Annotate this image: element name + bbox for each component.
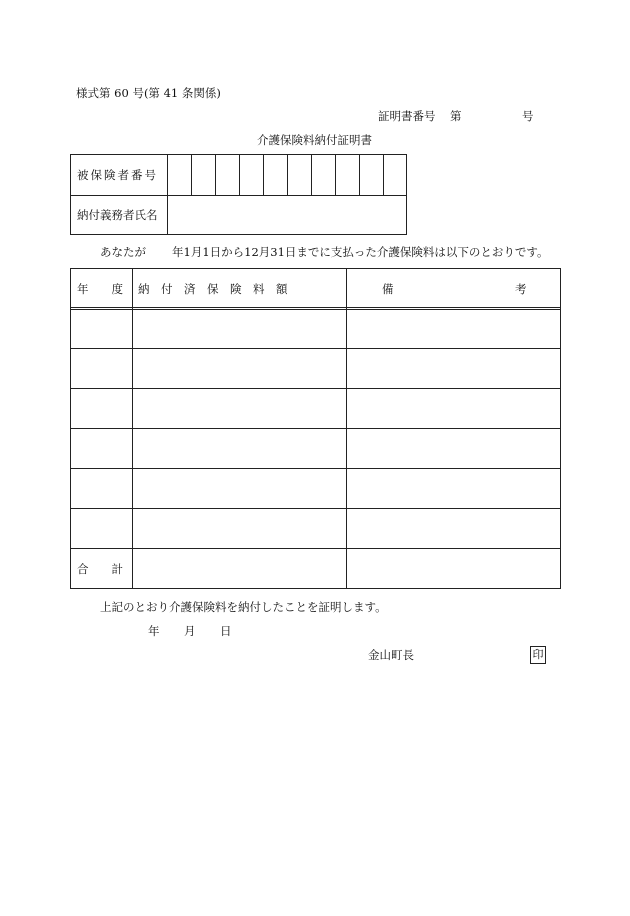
certificate-number-label: 証明書番号 — [378, 109, 436, 123]
insured-number-label: 被保険者番号 — [77, 168, 158, 182]
insured-number-boxes[interactable] — [168, 155, 406, 195]
date-month-label: 月 — [184, 624, 196, 638]
document-title: 介護保険料納付証明書 — [257, 133, 372, 147]
column-header-remarks: 備 — [382, 282, 394, 296]
payer-name-field[interactable] — [168, 196, 406, 234]
intro-lead: あなたが — [100, 245, 146, 259]
total-label: 合 計 — [77, 562, 123, 576]
certificate-number-suffix: 号 — [522, 109, 534, 123]
intro-period: 年1月1日から12月31日までに支払った介護保険料は以下のとおりです。 — [172, 245, 549, 259]
date-year-label: 年 — [148, 624, 160, 638]
column-header-amount: 納 付 済 保 険 料 額 — [138, 282, 288, 296]
certificate-number-prefix: 第 — [450, 109, 462, 123]
seal-stamp: 印 — [530, 646, 546, 664]
column-header-year: 年 度 — [77, 282, 123, 296]
date-day-label: 日 — [220, 624, 232, 638]
payer-name-label: 納付義務者氏名 — [77, 208, 158, 222]
issuer-name: 金山町長 — [368, 648, 414, 662]
form-number: 様式第 60 号(第 41 条関係) — [76, 86, 221, 100]
certification-statement: 上記のとおり介護保険料を納付したことを証明します。 — [100, 600, 387, 614]
column-header-remarks-2: 考 — [515, 282, 527, 296]
